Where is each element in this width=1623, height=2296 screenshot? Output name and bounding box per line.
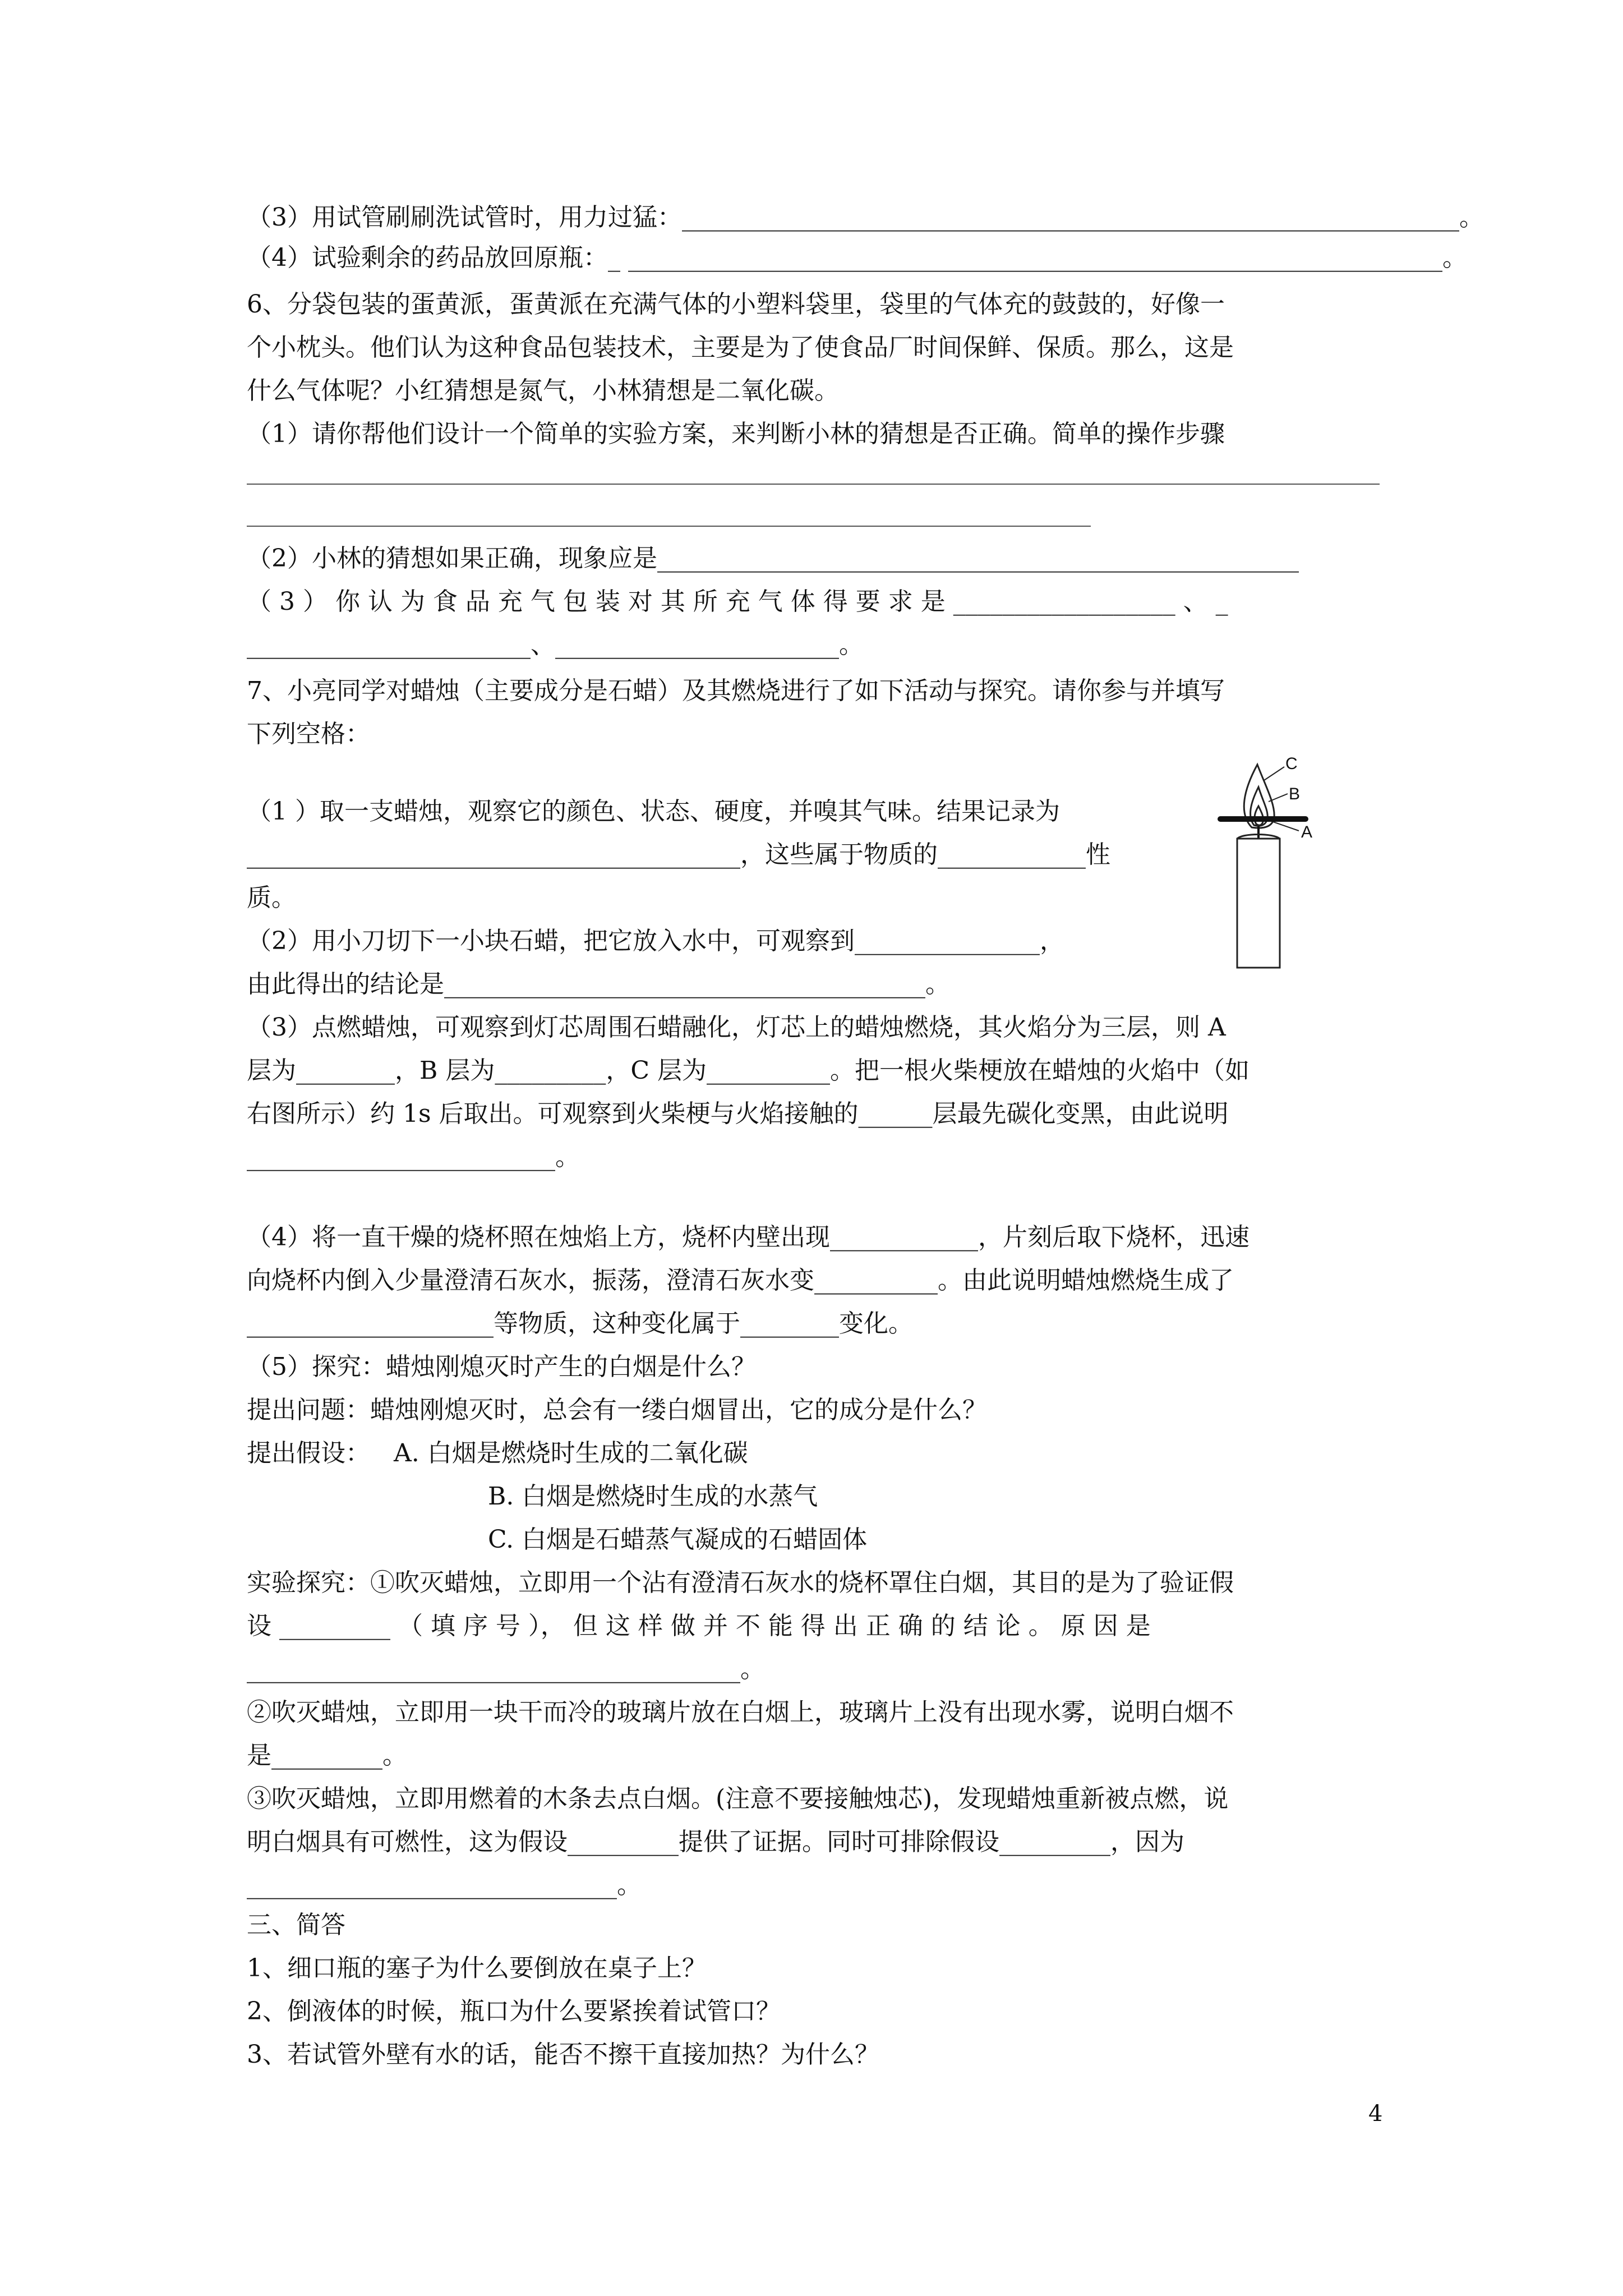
candle-body — [1237, 839, 1280, 968]
text-line: 3、若试管外壁有水的话，能否不擦干直接加热？为什么？ — [247, 2040, 879, 2069]
text-line: ________________________________________。 — [247, 1655, 765, 1683]
text-line: 质。 — [247, 884, 296, 912]
text-line: 是_________。 — [247, 1741, 407, 1770]
text-line: 下列空格： — [247, 720, 370, 748]
flame-inner — [1255, 806, 1263, 825]
text-line: 层为________，B 层为_________，C 层为__________。把一根火柴梗放在蜡烛的火焰中（如 — [247, 1056, 1249, 1085]
answer-rule — [247, 526, 1091, 527]
text-line: （4）将一直干燥的烧杯照在烛焰上方，烧杯内壁出现____________，片刻后取下烧杯，迅速 — [247, 1223, 1249, 1251]
text-line: （3）点燃蜡烛，可观察到灯芯周围石蜡融化，灯芯上的蜡烛燃烧，其火焰分为三层，则 A — [247, 1013, 1226, 1042]
label-a: A — [1301, 823, 1313, 841]
text-line: 7、小亮同学对蜡烛（主要成分是石蜡）及其燃烧进行了如下活动与探究。请你参与并填写 — [247, 677, 1225, 705]
text-line: _______________________、_______________________。 — [247, 631, 864, 659]
text-line: （5）探究：蜡烛刚熄灭时产生的白烟是什么？ — [247, 1352, 756, 1381]
text-line: 提出假设： A. 白烟是燃烧时生成的二氧化碳 — [247, 1439, 748, 1467]
text-line: ________________________________________，这些属于物质的____________性 — [247, 840, 1110, 869]
text-line: （2）小林的猜想如果正确，现象应是____________________________________________________ — [247, 544, 1299, 573]
text-line: ____________________等物质，这种变化属于________变化。 — [247, 1309, 913, 1338]
text-line: 由此得出的结论是_______________________________________。 — [247, 970, 950, 999]
text-line: （4）试验剩余的药品放回原瓶：_ __________________________________________________________________。 — [247, 243, 1467, 272]
answer-rule — [247, 484, 1380, 485]
text-line: ②吹灭蜡烛，立即用一块干而冷的玻璃片放在白烟上，玻璃片上没有出现水雾，说明白烟不 — [247, 1698, 1234, 1727]
section-heading: 三、简答 — [247, 1911, 345, 1939]
text-line: （2）用小刀切下一小块石蜡，把它放入水中，可观察到_______________， — [247, 927, 1064, 955]
text-line: （1）请你帮他们设计一个简单的实验方案，来判断小林的猜想是否正确。简单的操作步骤 — [247, 420, 1225, 448]
text-line: ______________________________。 — [247, 1871, 642, 1899]
text-line: _________________________。 — [247, 1143, 580, 1171]
text-line: B. 白烟是燃烧时生成的水蒸气 — [488, 1482, 818, 1511]
label-c: C — [1285, 754, 1298, 773]
label-b: B — [1289, 785, 1301, 803]
page-number: 4 — [1368, 2101, 1383, 2127]
text-line: 2、倒液体的时候，瓶口为什么要紧挨着试管口？ — [247, 1997, 781, 2026]
text-line: 6、分袋包装的蛋黄派，蛋黄派在充满气体的小塑料袋里，袋里的气体充的鼓鼓的，好像一 — [247, 290, 1225, 319]
text-line: （1 ）取一支蜡烛，观察它的颜色、状态、硬度，并嗅其气味。结果记录为 — [247, 797, 1060, 826]
text-line: 右图所示）约 1s 后取出。可观察到火柴梗与火焰接触的______层最先碳化变黑，由此说明 — [247, 1099, 1229, 1128]
label-leader-c — [1264, 767, 1284, 780]
text-line: 什么气体呢？小红猜想是氮气，小林猜想是二氧化碳。 — [247, 376, 839, 405]
text-line: ③吹灭蜡烛，立即用燃着的木条去点白烟。(注意不要接触烛芯)，发现蜡烛重新被点燃，说 — [247, 1784, 1229, 1813]
text-line: 个小枕头。他们认为这种食品包装技术，主要是为了使食品厂时间保鲜、保质。那么，这是 — [247, 333, 1234, 362]
text-line: 提出问题：蜡烛刚熄灭时，总会有一缕白烟冒出，它的成分是什么？ — [247, 1396, 987, 1424]
text-line: 明白烟具有可燃性，这为假设_________提供了证据。同时可排除假设_________，因为 — [247, 1828, 1184, 1856]
text-line: 1、细口瓶的塞子为什么要倒放在桌子上？ — [247, 1954, 707, 1982]
text-line: 向烧杯内倒入少量澄清石灰水，振荡，澄清石灰水变__________。由此说明蜡烛燃烧生成了 — [247, 1266, 1234, 1295]
text-line: 实验探究：①吹灭蜡烛，立即用一个沾有澄清石灰水的烧杯罩住白烟，其目的是为了验证假 — [247, 1568, 1234, 1597]
label-leader-a — [1273, 822, 1299, 831]
text-line: （3）用试管刷刷洗试管时，用力过猛：_______________________________________________________________。 — [247, 203, 1484, 232]
text-line: C. 白烟是石蜡蒸气凝成的石蜡固体 — [488, 1525, 868, 1554]
candle-flame-diagram — [1217, 754, 1352, 973]
text-line: （ 3 ） 你 认 为 食 品 充 气 包 装 对 其 所 充 气 体 得 要 求 是 __________________ 、 _ — [247, 587, 1228, 616]
text-line: 设 _________ （ 填 序 号 ）， 但 这 样 做 并 不 能 得 出 正 确 的 结 论 。 原 因 是 — [247, 1612, 1151, 1640]
